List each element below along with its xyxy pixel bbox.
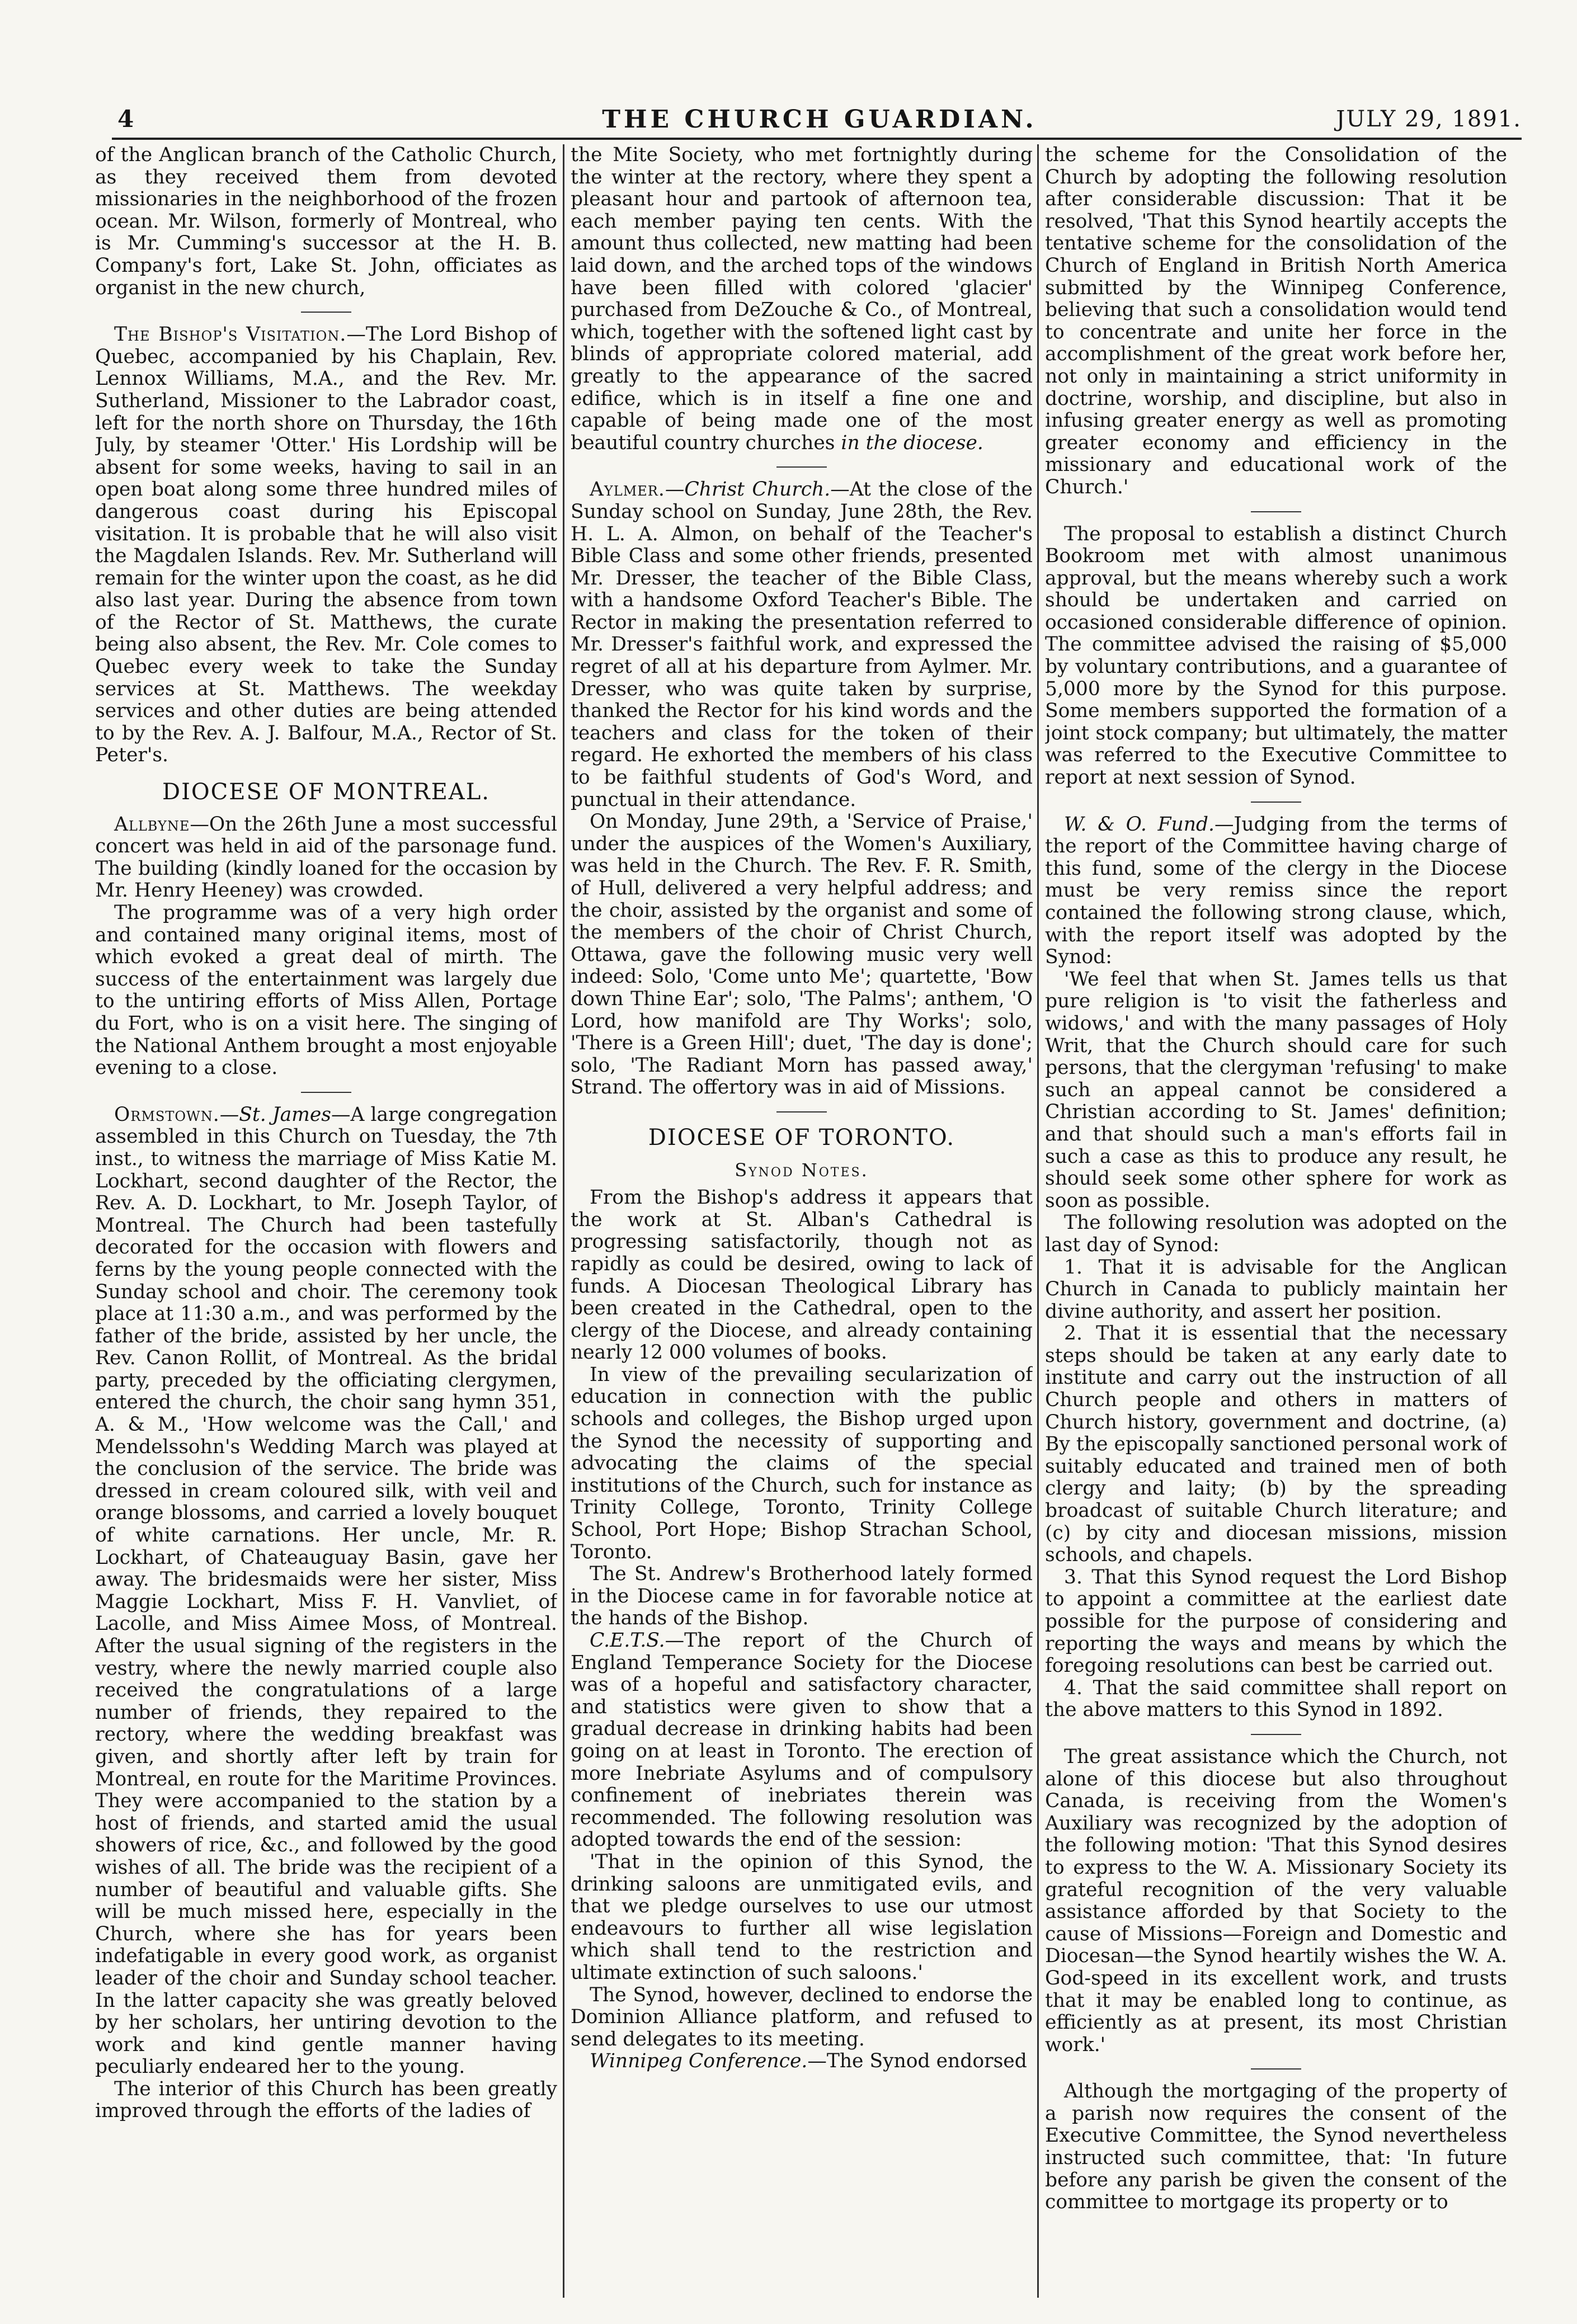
resolution-item: 1. That it is advisable for the Anglican Church in Canada to publicly maintain her divine authority, and assert her position. xyxy=(1045,1256,1507,1323)
article-text: —The Lord Bishop of Quebec, accompanied by his Chaplain, Rev. Lennox Williams, M.A., and the Rev. Mr. Sutherland, Missioner to the Labrador coast, left for the north shore on Thursday, the 16th July, by steamer 'Otter.' His Lordship will be absent for some weeks, having to sail in an open boat along some three hundred miles of dangerous coast during his Episcopal visitation. It is probable that he will also visit the Magdalen Islands. Rev. Mr. Sutherland will remain for the winter upon the coast, as he did also last year. During the absence from town of the Rector of St. Matthews, the curate being also absent, the Rev. Mr. Cole comes to Quebec every week to take the Sunday services at St. Matthews. The weekday services and other duties are being attended to by the Rev. A. J. Balfour, M.A., Rector of St. Peter's. xyxy=(95,323,557,767)
article-paragraph xyxy=(571,144,1033,454)
article-paragraph: The proposal to establish a distinct Church Bookroom met with almost unanimous approval, but the means whereby such a work should be undertaken and carried on occasioned considerable difference of opinion. The committee advised the raising of $5,000 by voluntary contributions, and a guarantee of 5,000 more by the Synod for this purpose. Some members supported the formation of a joint stock company; but ultimately, the matter was referred to the Executive Committee to report at next session of Synod. xyxy=(1045,522,1507,789)
page-header xyxy=(117,105,1522,139)
section-rule xyxy=(1251,1734,1301,1735)
article-paragraph: 'That in the opinion of this Synod, the drinking saloons are unmitigated evils, and that we pledge ourselves to use our utmost endeavours to further all wise legislation which shall tend to the restriction and ultimate extinction of such saloons.' xyxy=(571,1850,1033,1984)
resolution-item: 3. That this Synod request the Lord Bishop to appoint a committee at the earliest date possible for the purpose of considering and reporting the ways and means by which the foregoing resolutions can best be carried out. xyxy=(1045,1566,1507,1677)
section-rule xyxy=(301,1092,351,1093)
section-rule xyxy=(301,312,351,313)
article-paragraph: In view of the prevailing secularization of education in connection with the public schools and colleges, the Bishop urged upon the Synod the necessity of supporting and advocating the claims of the special institutions of the Church, such for instance as Trinity College, Toronto, Trinity College School, Port Hope; Bishop Strachan School, Toronto. xyxy=(571,1363,1033,1563)
section-heading-toronto: DIOCESE OF TORONTO. xyxy=(648,1124,955,1151)
section-rule xyxy=(1251,802,1301,803)
article-subhead: Winnipeg Conference. xyxy=(590,2050,808,2073)
article-paragraph: The great assistance which the Church, not alone of this diocese but also throughout Canada, is receiving from the Women's Auxiliary was recognized by the adoption of the following motion: 'That this Synod desires to express to the W. A. Missionary Society its grateful recognition of the very valuable assistance afforded by that Society to the cause of Missions—Foreign and Domestic and Diocesan—the Synod heartily wishes the W. A. God-speed in its excellent work, and trusts that it may be enabled long to continue, as efficiently as at present, its most Christian work.' xyxy=(1045,1745,1507,2056)
article-text: —Judging from the terms of the report of the Committee having charge of this fund, some of the clergy in the Diocese must be very remiss since the report contained the following strong clause, which, with the report itself was adopted by the Synod: xyxy=(1045,813,1507,969)
resolution-item: 2. That it is essential that the necessary steps should be taken at any early date to institute and carry out the instruction of all Church people and others in matters of Church history, government and doctrine, (a) By the episcopally sanctioned personal work of suitably educated and trained men of both clergy and laity; (b) by the spreading broadcast of suitable Church literature; and (c) by city and diocesan missions, mission schools, and chapels. xyxy=(1045,1322,1507,1567)
masthead: THE CHURCH GUARDIAN. xyxy=(602,105,1037,134)
article-paragraph: The programme was of a very high order and contained many original items, most of which evoked a great deal of mirth. The success of the entertainment was largely due to the untiring efforts of Miss Allen, Portage du Fort, who is on a visit here. The singing of the National Anthem brought a most enjoyable evening to a close. xyxy=(95,902,557,1079)
article-text: —On the 26th June a most successful concert was held in aid of the parsonage fund. The building (kindly loaned for the occasion by Mr. Henry Heeney) was crowded. xyxy=(95,813,557,902)
page-number: 4 xyxy=(117,105,134,133)
article-subhead: —Christ Church. xyxy=(665,478,831,501)
article-paragraph: 'We feel that when St. James tells us that pure religion is 'to visit the fatherless and widows,' and with the many passages of Holy Writ, that the Church should care for such persons, that the clergyman 'refusing' to make such an appeal cannot be considered a Christian according to St. James' definition; and that should such a man's efforts fail in such a case as this to produce any result, he should seek some other sphere for work as soon as possible. xyxy=(1045,968,1507,1212)
column-3 xyxy=(1045,144,1507,2298)
section-rule xyxy=(776,466,827,468)
article-paragraph: The interior of this Church has been greatly improved through the efforts of the ladies of xyxy=(95,2077,557,2123)
article-text: —A large congregation assembled in this Church on Tuesday, the 7th inst., to witness the marriage of Miss Katie M. Lockhart, second daughter of the Rector, the Rev. A. D. Lockhart, to Mr. Joseph Taylor, of Montreal. The Church had been tastefully decorated for the occasion with flowers and ferns by the young people connected with the Sunday school and choir. The ceremony took place at 11:30 a.m., and was performed by the father of the bride, assisted by her uncle, the Rev. Canon Rollit, of Montreal. As the bridal party, preceded by the officiating clergymen, entered the church, the choir sang hymn 351, A. & M., 'How welcome was the Call,' and Mendelssohn's Wedding March was played at the conclusion of the service. The bride was dressed in cream coloured silk, with veil and orange blossoms, and carried a lovely bouquet of white carnations. Her uncle, Mr. R. Lockhart, of Chateauguay Basin, gave her away. The bridesmaids were her sister, Miss Maggie Lockhart, Miss F. H. Vanvliet, of Lacolle, and Miss Aimee Moss, of Montreal. After the usual signing of the registers in the vestry, where the newly married couple also received the congratulations of a large number of friends, they repaired to the rectory, where the wedding breakfast was given, and shortly after left by train for Montreal, en route for the Maritime Provinces. They were accompanied to the station by a host of friends, and started amid the usual showers of rice, &c., and followed by the good wishes of all. The bride was the recipient of a number of beautiful and valuable gifts. She will be much missed here, especially in the Church, where she has for years been indefatigable in every good work, as organist leader of the choir and Sunday school teacher. In the latter capacity she was greatly beloved by her scholars, her untiring devotion to the work and kind gentle manner having peculiarly endeared her to the young. xyxy=(95,1103,557,2078)
article-paragraph xyxy=(571,1630,1033,1851)
column-divider xyxy=(563,144,564,2298)
article-paragraph: On Monday, June 29th, a 'Service of Praise,' under the auspices of the Women's Auxiliary, was held in the Church. The Rev. F. R. Smith, of Hull, delivered a very helpful address; and the choir, assisted by the organist and some of the members of the choir of Christ Church, Ottawa, gave the following music very well indeed: Solo, 'Come unto Me'; quartette, 'Bow down Thine Ear'; solo, 'The Palms'; anthem, 'O Lord, how manifold are Thy Works'; solo, 'There is a Green Hill'; duet, 'The day is done'; solo, 'The Radiant Morn has passed away,' Strand. The offertory was in aid of Missions. xyxy=(571,810,1033,1099)
issue-date: JULY 29, 1891. xyxy=(1336,106,1522,132)
article-lead: Ormstown. xyxy=(114,1103,220,1126)
column-divider xyxy=(1037,144,1039,2298)
article-text: —The report of the Church of England Temperance Society for the Diocese was of a hopeful and satisfactory character, and statistics were given to show that a gradual decrease in drinking habits had been going on at least in Toronto. The erection of more Inebriate Asylums and of compulsory confinement of inebriates therein was recommended. The following resolution was adopted towards the end of the session: xyxy=(571,1629,1033,1851)
article-subhead: —St. James xyxy=(219,1103,331,1126)
header-rule xyxy=(112,138,1522,140)
article-lead: Allbyne xyxy=(114,813,190,836)
article-paragraph: the scheme for the Consolidation of the Church by adopting the following resolution after considerable discussion: That it be resolved, 'That this Synod heartily accepts the tentative scheme for the consolidation of the Church of England in British North America submitted by the Winnipeg Conference, believing that such a consolidation would tend to concentrate and unite her force in the accomplishment of the great work before her, not only in maintaining a strict uniformity in doctrine, worship, and discipline, but also in infusing greater energy as well as promoting greater economy and efficiency in the missionary and educational work of the Church.' xyxy=(1045,144,1507,498)
article-paragraph xyxy=(95,1104,557,2078)
subheading-synod-notes: Synod Notes. xyxy=(735,1159,869,1181)
article-paragraph xyxy=(95,814,557,902)
article-text: —At the close of the Sunday school on Sunday, June 28th, the Rev. H. L. A. Almon, on behalf of the Teacher's Bible Class and some other friends, presented Mr. Dresser, the teacher of the Bible Class, with a handsome Oxford Teacher's Bible. The Rector in making the presentation referred to Mr. Dresser's faithful work, and expressed the regret of all at his departure from Aylmer. Mr. Dresser, who was quite taken by surprise, thanked the Rector for his kind words and the teachers and class for the token of their regard. He exhorted the members of his class to be faithful students of God's Word, and punctual in their attendance. xyxy=(571,478,1033,811)
article-paragraph: The following resolution was adopted on the last day of Synod: xyxy=(1045,1212,1507,1256)
section-rule xyxy=(1251,2068,1301,2070)
resolution-item: 4. That the said committee shall report on the above matters to this Synod in 1892. xyxy=(1045,1676,1507,1722)
article-lead: The Bishop's Visitation. xyxy=(114,323,347,346)
column-1 xyxy=(95,144,557,2298)
article-paragraph: The Synod, however, declined to endorse the Dominion Alliance platform, and refused to send delegates to its meeting. xyxy=(571,1983,1033,2050)
section-rule xyxy=(1251,511,1301,512)
article-paragraph: of the Anglican branch of the Catholic Church, as they received them from devoted missionaries in the neighborhood of the frozen ocean. Mr. Wilson, formerly of Montreal, who is Mr. Cumming's successor at the H. B. Company's fort, Lake St. John, officiates as organist in the new church, xyxy=(95,144,557,299)
article-paragraph: From the Bishop's address it appears that the work at St. Alban's Cathedral is progressing satisfactorily, though not as rapidly as could be desired, owing to lack of funds. A Diocesan Theological Library has been created in the Cathedral, open to the clergy of the Diocese, and already containing nearly 12 000 volumes of books. xyxy=(571,1186,1033,1364)
section-rule xyxy=(776,1111,827,1112)
article-paragraph xyxy=(95,324,557,767)
article-emphasis: in the diocese. xyxy=(841,431,983,454)
article-text: the Mite Society, who met fortnightly during the winter at the rectory, where they spent a pleasant hour and partook of afternoon tea, each member paying ten cents. With the amount thus collected, new matting had been laid down, and the arched tops of the windows have been filled with colored 'glacier' purchased from DeZouche & Co., of Montreal, which, together with the softened light cast by blinds of appropriate colored material, add greatly to the appearance of the sacred edifice, which is in itself a fine one and capable of being made one of the most beautiful country churches xyxy=(571,144,1033,454)
article-subhead: C.E.T.S. xyxy=(590,1629,665,1652)
article-paragraph: Although the mortgaging of the property of a parish now requires the consent of the Executive Committee, the Synod nevertheless instructed such committee, that: 'In future before any parish be given the consent of the committee to mortgage its property or to xyxy=(1045,2080,1507,2214)
article-paragraph xyxy=(571,479,1033,811)
article-lead: Aylmer. xyxy=(590,478,665,501)
article-subhead: W. & O. Fund. xyxy=(1064,813,1214,836)
column-2 xyxy=(571,144,1033,2298)
article-paragraph: The St. Andrew's Brotherhood lately formed in the Diocese came in for favorable notice at the hands of the Bishop. xyxy=(571,1563,1033,1630)
article-paragraph xyxy=(571,2050,1033,2073)
section-heading-montreal: DIOCESE OF MONTREAL. xyxy=(162,779,490,805)
article-text: —The Synod endorsed xyxy=(807,2050,1027,2073)
article-paragraph xyxy=(1045,814,1507,969)
